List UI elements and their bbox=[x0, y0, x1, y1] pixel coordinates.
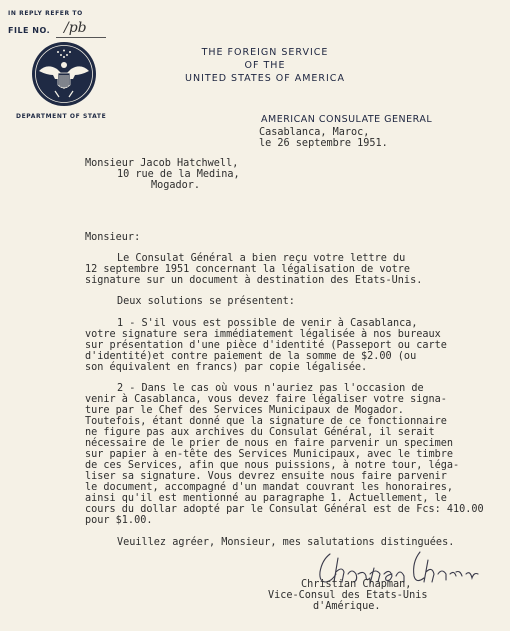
p3-line-4: d'identité)et contre paiement de la somme de $2.00 (ou bbox=[85, 351, 417, 362]
p3-line-2: votre signature sera immédiatement légalisée à nos bureaux bbox=[85, 329, 441, 340]
salutation: Monsieur: bbox=[85, 232, 141, 243]
service-line-2: OF THE bbox=[244, 60, 286, 71]
service-line-3: UNITED STATES OF AMERICA bbox=[185, 73, 345, 84]
p4-line-4: Toutefois, étant donné que la signature de ce fonctionnaire bbox=[85, 416, 447, 427]
p1-line-3: signature sur un document à destination des Etats-Unis. bbox=[85, 275, 423, 286]
p4-line-7: sur papier à en-tête des Services Municipaux, avec le timbre bbox=[85, 449, 454, 460]
addressee-line-3: Mogador. bbox=[151, 180, 201, 191]
file-no-line bbox=[56, 37, 106, 38]
p4-line-5: ne figure pas aux archives du Consulat Général, il serait bbox=[85, 427, 435, 438]
signer-title-2: d'Amérique. bbox=[313, 601, 381, 612]
p4-line-9: liser sa signature. Vous devrez ensuite nous faire parvenir bbox=[85, 471, 447, 482]
p3-line-1: 1 - S'il vous est possible de venir à Casablanca, bbox=[117, 318, 418, 329]
p4-line-13: pour $1.00. bbox=[85, 515, 153, 526]
letter-date: le 26 septembre 1951. bbox=[259, 138, 388, 149]
signer-name: Christian Chapman, bbox=[301, 579, 412, 590]
p4-line-1: 2 - Dans le cas où vous n'auriez pas l'occasion de bbox=[117, 383, 424, 394]
p1-line-2: 12 septembre 1951 concernant la légalisation de votre bbox=[85, 264, 411, 275]
p1-line-1: Le Consulat Général a bien reçu votre lettre du bbox=[117, 253, 406, 264]
p4-line-12: cours du dollar adopté par le Consulat Général est de Fcs: 410.00 bbox=[85, 504, 484, 515]
file-no-value: /pb bbox=[64, 20, 87, 36]
consulate-city: Casablanca, Maroc, bbox=[259, 127, 370, 138]
addressee-line-1: Monsieur Jacob Hatchwell, bbox=[85, 158, 239, 169]
service-line-1: THE FOREIGN SERVICE bbox=[201, 47, 329, 58]
p4-line-6: nécessaire de le prier de nous en faire parvenir un specimen bbox=[85, 438, 454, 449]
p4-line-10: le document, accompagné d'un mandat couvrant les honoraires, bbox=[85, 482, 454, 493]
addressee-line-2: 10 rue de la Medina, bbox=[117, 169, 240, 180]
p3-line-5: son équivalent en francs) par copie légalisée. bbox=[85, 362, 368, 373]
consulate-name: AMERICAN CONSULATE GENERAL bbox=[261, 114, 433, 125]
signer-title-1: Vice-Consul des Etats-Unis bbox=[268, 590, 428, 601]
p3-line-3: sur présentation d'une pièce d'identité (Passeport ou carte bbox=[85, 340, 447, 351]
p4-line-8: de ces Services, afin que nous puissions, à notre tour, léga- bbox=[85, 460, 460, 471]
closing: Veuillez agréer, Monsieur, mes salutations distinguées. bbox=[117, 537, 455, 548]
p4-line-3: ture par le Chef des Services Municipaux de Mogador. bbox=[85, 405, 404, 416]
p4-line-2: venir à Casablanca, vous devez faire légaliser votre signa- bbox=[85, 394, 447, 405]
foreign-service-heading bbox=[185, 46, 345, 85]
p2-line-1: Deux solutions se présentent: bbox=[117, 296, 295, 307]
department-label: DEPARTMENT OF STATE bbox=[16, 113, 107, 120]
file-no-label: FILE NO. bbox=[8, 26, 51, 35]
in-reply-label: IN REPLY REFER TO bbox=[8, 10, 83, 17]
p4-line-11: ainsi qu'il est mentionné au paragraphe 1. Actuellement, le bbox=[85, 493, 447, 504]
great-seal-icon bbox=[31, 41, 97, 107]
